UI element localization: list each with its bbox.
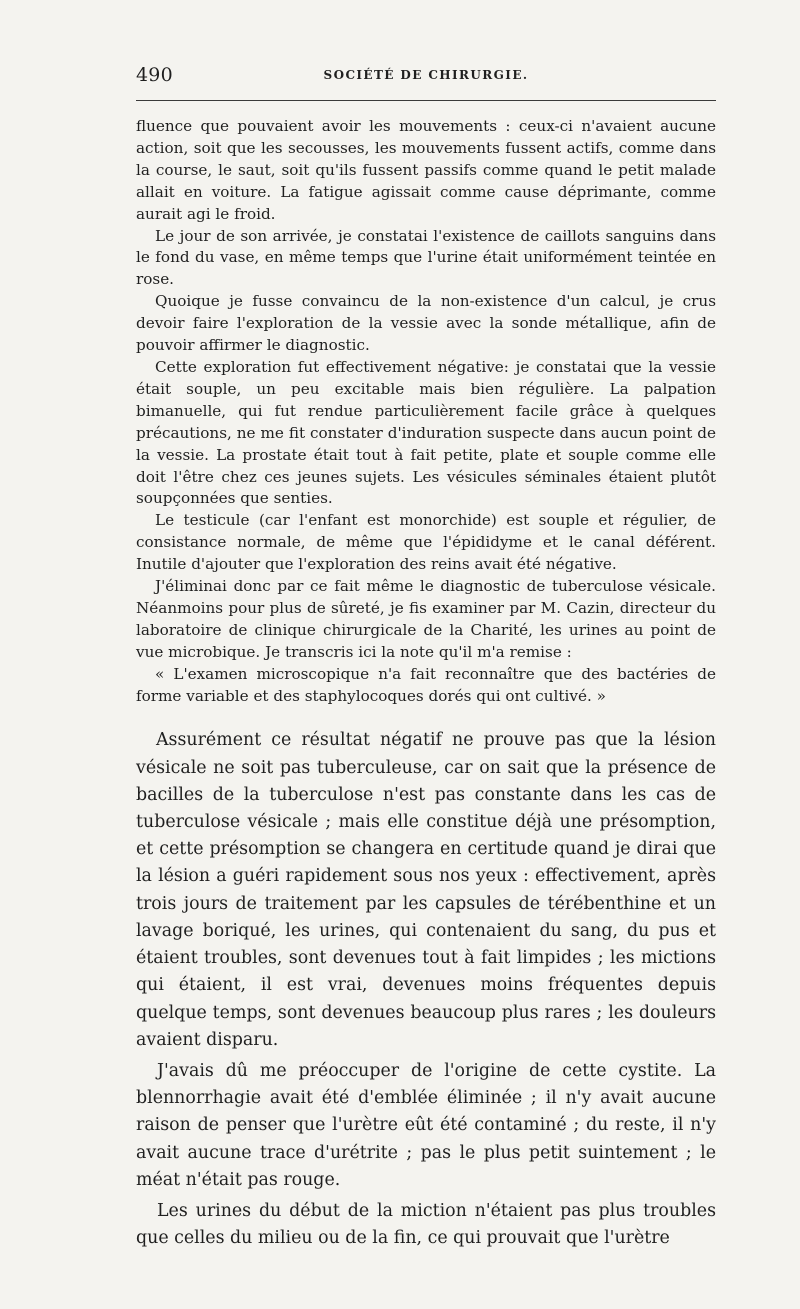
paragraph: Les urines du début de la miction n'étaient pas plus troubles que celles du milieu ou de la fin, ce qui prouvait que l'urètre [136,1200,716,1249]
running-title: SOCIÉTÉ DE CHIRURGIE. [323,68,529,82]
paragraph: Assurément ce résultat négatif ne prouve pas que la lésion vésicale ne soit pas tuberculeuse, car on sait que la présence de bacilles de la tuberculose n'est pas constante dans les cas de tuberculose vésicale ; mais elle constitue déjà une présomption, et cette présomption se changera en certitude quand je dirai que la lésion a guéri rapidement sous nos yeux : effectivement, après trois jours de traitement par les capsules de térébenthine et un lavage boriqué, les urines, qui contenaient du sang, du pus et étaient troubles, sont devenues tout à fait limpides ; les mictions qui étaient, il est vrai, devenues moins fréquentes depuis quelque temps, sont devenues beaucoup plus rares ; les douleurs avaient disparu. [136,730,716,1050]
header-rule [136,100,716,101]
body-text [136,116,716,1256]
discussion-section [136,727,716,1252]
paragraph: Le jour de son arrivée, je constatai l'existence de caillots sanguins dans le fond du vase, en même temps que l'urine était uniformément teintée en rose. [136,226,716,289]
paragraph: J'éliminai donc par ce fait même le diagnostic de tuberculose vésicale. Néanmoins pour plus de sûreté, je fis examiner par M. Cazin, directeur du laboratoire de clinique chirurgicale de la Charité, les urines au point de vue microbique. Je transcris ici la note qu'il m'a remise : [136,577,716,661]
paragraph: fluence que pouvaient avoir les mouvements : ceux-ci n'avaient aucune action, soit que les secousses, les mouvements fussent actifs, comme dans la course, le saut, soit qu'ils fussent passifs comme quand le petit malade allait en voiture. La fatigue agissait comme cause déprimante, comme aurait agi le froid. [136,117,716,223]
paragraph: Le testicule (car l'enfant est monorchide) est souple et régulier, de consistance normale, de même que l'épididyme et le canal déférent. Inutile d'ajouter que l'exploration des reins avait été négative. [136,511,716,574]
page-number: 490 [136,64,173,86]
paragraph: J'avais dû me préoccuper de l'origine de cette cystite. La blennorrhagie avait été d'emblée éliminée ; il n'y avait aucune raison de penser que l'urètre eût été contaminé ; du reste, il n'y avait aucune trace d'urétrite ; pas le plus petit suintement ; le méat n'était pas rouge. [136,1060,716,1190]
paragraph: Quoique je fusse convaincu de la non-existence d'un calcul, je crus devoir faire l'exploration de la vessie avec la sonde métallique, afin de pouvoir affirmer le diagnostic. [136,292,716,355]
page-header [136,64,716,88]
paragraph: Cette exploration fut effectivement négative: je constatai que la vessie était souple, un peu excitable mais bien régulière. La palpation bimanuelle, qui fut rendue particulièrement facile grâce à quelques précautions, ne me fit constater d'induration suspecte dans aucun point de la vessie. La prostate était tout à fait petite, plate et souple comme elle doit l'être chez ces jeunes sujets. Les vésicules séminales étaient plutôt soupçonnées que senties. [136,357,716,508]
quoted-lab-note: « L'examen microscopique n'a fait reconnaître que des bactéries de forme variable et des staphylocoques dorés qui ont cultivé. » [136,664,716,705]
case-report-section [136,116,716,707]
